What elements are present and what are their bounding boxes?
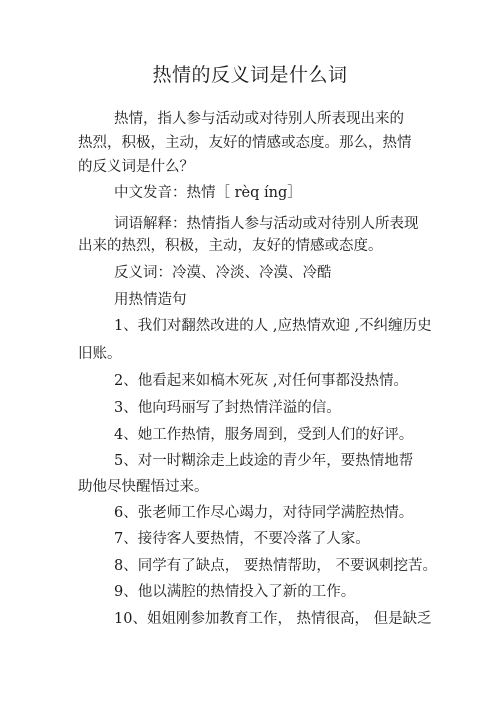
examples-heading: 用热情造句 bbox=[114, 292, 187, 308]
example-line: 8、同学有了缺点， 要热情帮助， 不要讽刺挖苦。 bbox=[114, 558, 437, 574]
intro-line: 热烈，积极，主动，友好的情感或态度。那么，热情 bbox=[78, 135, 412, 151]
page-title: 热情的反义词是什么词 bbox=[152, 64, 348, 86]
definition-line: 出来的热烈，积极，主动，友好的情感或态度。 bbox=[78, 238, 383, 254]
example-line: 9、他以满腔的热情投入了新的工作。 bbox=[114, 584, 356, 600]
example-line: 7、接待客人要热情，不要冷落了人家。 bbox=[114, 531, 370, 547]
example-line: 1、我们对翻然改进的人 ,应热情欢迎 ,不纠缠历史 bbox=[114, 318, 432, 334]
example-line: 3、他向玛丽写了封热情洋溢的信。 bbox=[114, 400, 341, 416]
intro-line: 的反义词是什么？ bbox=[78, 159, 194, 175]
intro-line: 热情，指人参与活动或对待别人所表现出来的 bbox=[114, 111, 404, 127]
example-line: 10、姐姐刚参加教育工作， 热情很高， 但是缺乏 bbox=[114, 611, 432, 627]
example-line: 6、张老师工作尽心竭力，对待同学满腔热情。 bbox=[114, 505, 414, 521]
definition-line: 词语解释：热情指人参与活动或对待别人所表现 bbox=[114, 216, 419, 232]
example-line: 旧账。 bbox=[78, 346, 122, 362]
antonyms-line: 反义词：冷漠、冷淡、冷漠、冷酷 bbox=[114, 265, 332, 281]
example-line: 5、对一时糊涂走上歧途的青少年，要热情地帮 bbox=[114, 453, 414, 469]
example-line: 2、他看起来如槁木死灰 ,对任何事都没热情。 bbox=[114, 373, 408, 389]
pronunciation-line: 中文发音：热情［ rèq íng］ bbox=[114, 185, 302, 201]
example-line: 助他尽快醒悟过来。 bbox=[78, 479, 209, 495]
example-line: 4、她工作热情，服务周到，受到人们的好评。 bbox=[114, 427, 414, 443]
